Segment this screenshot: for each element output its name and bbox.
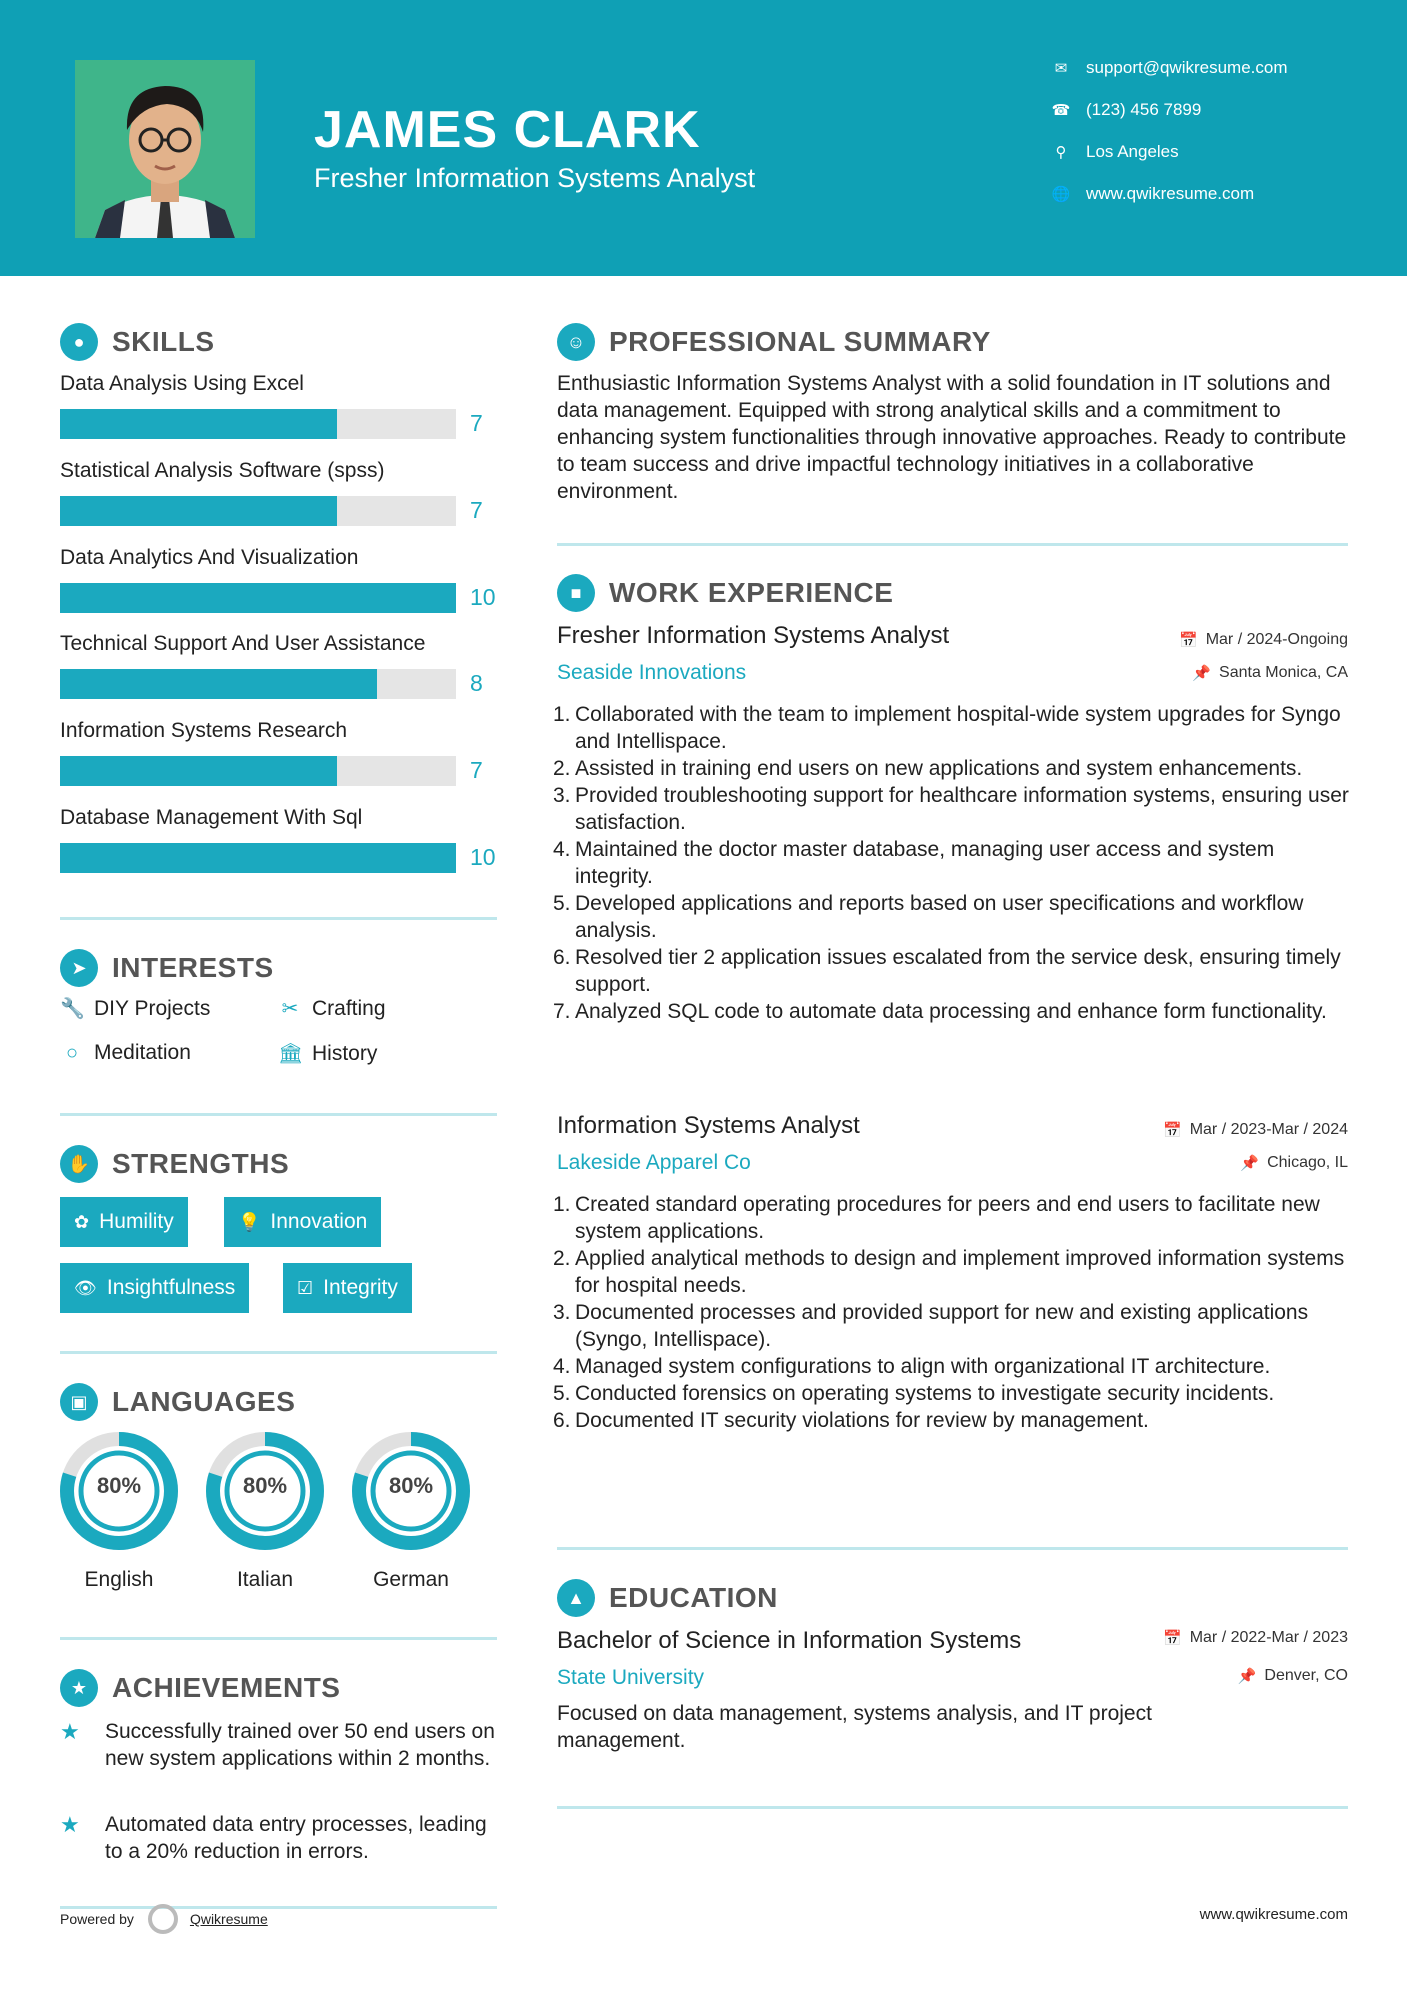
skill-bar-fill — [60, 669, 377, 699]
education-degree: Bachelor of Science in Information Systems — [557, 1627, 1022, 1654]
job-bullet: 3. Documented processes and provided support for new and existing applications (Syngo, Intellispace). — [553, 1299, 1353, 1353]
contact-phone-text: (123) 456 7899 — [1086, 100, 1202, 119]
job-dates-text: Mar / 2024-Ongoing — [1205, 631, 1348, 648]
language-name: Italian — [236, 1568, 294, 1591]
language-icon: ▣ — [60, 1383, 98, 1421]
skill-bar-fill — [60, 756, 337, 786]
qwikresume-link[interactable]: Qwikresume — [189, 1911, 268, 1927]
job-bullet-text: Applied analytical methods to design and implement improved information systems for hospital needs. — [575, 1247, 1345, 1297]
pushpin-icon: 📌 — [1240, 1155, 1260, 1172]
job-bullet-text: Resolved tier 2 application issues escalated from the service desk, ensuring timely support. — [575, 946, 1341, 996]
skill-value: 7 — [470, 757, 483, 783]
lightbulb-icon: 💡 — [238, 1211, 261, 1232]
interest-label: Meditation — [94, 1041, 191, 1064]
contact-website[interactable] — [1050, 184, 1254, 204]
job-bullet: 3. Provided troubleshooting support for healthcare information systems, ensuring user satisfaction. — [553, 782, 1353, 836]
experience-title: WORK EXPERIENCE — [609, 577, 894, 608]
job-location-text: Santa Monica, CA — [1219, 664, 1348, 681]
education-school: State University — [557, 1666, 705, 1689]
star-badge-icon: ★ — [60, 1669, 98, 1707]
skill-value: 10 — [470, 844, 496, 870]
job-company: Seaside Innovations — [557, 661, 747, 684]
interest-label: Crafting — [312, 996, 386, 1020]
strengths-heading — [60, 1145, 289, 1183]
briefcase-icon: ■ — [557, 574, 595, 612]
job-bullet-text: Documented processes and provided support for new and existing applications (Syngo, Intellispace). — [575, 1301, 1309, 1351]
section-divider — [557, 1547, 1348, 1550]
calendar-icon: 📅 — [1163, 1122, 1182, 1139]
phone-icon: ☎ — [1051, 102, 1071, 119]
skill-label: Data Analysis Using Excel — [60, 372, 304, 395]
strength-label: Insightfulness — [106, 1276, 236, 1299]
language-item — [58, 1430, 180, 1592]
job-bullet: 6. Resolved tier 2 application issues escalated from the service desk, ensuring timely support. — [553, 944, 1353, 998]
job-bullet-list — [553, 1191, 1353, 1434]
calendar-icon: 📅 — [1163, 1630, 1182, 1647]
skills-title: SKILLS — [112, 326, 215, 357]
skill-value: 10 — [470, 584, 496, 610]
education-dates — [1163, 1629, 1348, 1647]
job-dates-text: Mar / 2023-Mar / 2024 — [1189, 1121, 1348, 1138]
skill-bar — [60, 756, 456, 786]
strength-badge — [60, 1197, 188, 1247]
language-percent: 80% — [96, 1473, 142, 1498]
scissors-icon: ✂ — [281, 998, 299, 1020]
job-bullet-text: Analyzed SQL code to automate data processing and enhance form functionality. — [575, 1000, 1327, 1023]
education-location — [1238, 1667, 1348, 1685]
user-icon: ☺ — [557, 323, 595, 361]
circle-icon: ○ — [65, 1041, 79, 1064]
envelope-icon: ✉ — [1054, 60, 1068, 77]
lightbulb-icon: ● — [60, 323, 98, 361]
section-divider — [60, 1637, 497, 1640]
section-divider — [557, 543, 1348, 546]
strength-label: Integrity — [323, 1276, 398, 1299]
strength-label: Innovation — [270, 1210, 368, 1233]
skill-label: Data Analytics And Visualization — [60, 546, 359, 569]
job-bullet-text: Conducted forensics on operating systems to investigate security incidents. — [575, 1382, 1275, 1405]
skill-bar-fill — [60, 843, 456, 873]
language-name: English — [84, 1568, 154, 1591]
contact-email-text: support@qwikresume.com — [1086, 58, 1288, 77]
section-divider — [60, 1113, 497, 1116]
job-company: Lakeside Apparel Co — [557, 1151, 751, 1174]
job-bullet: 7. Analyzed SQL code to automate data processing and enhance form functionality. — [553, 1000, 1327, 1023]
contact-email[interactable] — [1050, 58, 1288, 78]
education-dates-text: Mar / 2022-Mar / 2023 — [1189, 1629, 1348, 1646]
skill-bar-fill — [60, 583, 456, 613]
skill-label: Technical Support And User Assistance — [60, 632, 426, 655]
summary-heading — [557, 323, 991, 361]
contact-website-text: www.qwikresume.com — [1086, 184, 1255, 203]
language-percent: 80% — [388, 1473, 434, 1498]
hand-icon: ✋ — [60, 1145, 98, 1183]
summary-title: PROFESSIONAL SUMMARY — [609, 326, 991, 357]
job-bullet-text: Provided troubleshooting support for healthcare information systems, ensuring user satisfaction. — [575, 784, 1349, 834]
profile-photo-image — [75, 60, 255, 238]
job-bullet: 5. Developed applications and reports based on user specifications and workflow analysis. — [553, 890, 1353, 944]
contact-location-text: Los Angeles — [1086, 142, 1179, 161]
map-pin-icon: ⚲ — [1055, 144, 1067, 161]
education-heading — [557, 1579, 778, 1617]
wrench-icon: 🔧 — [60, 998, 85, 1020]
achievement-text: Successfully trained over 50 end users on new system applications within 2 months. — [105, 1720, 495, 1770]
skill-bar-fill — [60, 409, 337, 439]
language-percent: 80% — [242, 1473, 288, 1498]
job-bullet-text: Collaborated with the team to implement hospital-wide system upgrades for Syngo and Intellispace. — [575, 703, 1341, 753]
achievement-item — [60, 1718, 500, 1772]
graduation-icon: ▲ — [557, 1579, 595, 1617]
job-title: Information Systems Analyst — [557, 1112, 860, 1139]
section-divider — [557, 1806, 1348, 1809]
job-bullet-text: Assisted in training end users on new applications and system enhancements. — [575, 757, 1303, 780]
job-bullet-text: Developed applications and reports based on user specifications and workflow analysis. — [575, 892, 1304, 942]
paper-plane-icon: ➤ — [60, 949, 98, 987]
job-bullet-text: Managed system configurations to align with organizational IT architecture. — [575, 1355, 1271, 1378]
language-item — [350, 1430, 472, 1592]
powered-by — [60, 1904, 268, 1934]
interest-label: History — [312, 1041, 378, 1065]
skill-bar — [60, 583, 456, 613]
star-icon: ★ — [60, 1719, 80, 1744]
skill-label: Database Management With Sql — [60, 806, 363, 829]
job-bullet: 6. Documented IT security violations for review by management. — [553, 1409, 1149, 1432]
job-bullet-text: Maintained the doctor master database, managing user access and system integrity. — [575, 838, 1275, 888]
job-bullet: 1. Created standard operating procedures for peers and end users to facilitate new system applications. — [553, 1191, 1353, 1245]
skill-label: Statistical Analysis Software (spss) — [60, 459, 385, 482]
job-location — [1240, 1154, 1348, 1172]
interests-title: INTERESTS — [112, 952, 274, 983]
job-location-text: Chicago, IL — [1267, 1154, 1348, 1171]
education-title: EDUCATION — [609, 1582, 778, 1613]
eye-icon: 👁 — [74, 1277, 97, 1298]
job-bullet-text: Documented IT security violations for review by management. — [575, 1409, 1149, 1432]
strength-badge — [60, 1263, 249, 1313]
skill-bar — [60, 496, 456, 526]
candidate-headline: Fresher Information Systems Analyst — [314, 163, 756, 193]
languages-title: LANGUAGES — [112, 1386, 296, 1417]
pushpin-icon: 📌 — [1237, 1668, 1257, 1685]
job-bullet: 1. Collaborated with the team to implement hospital-wide system upgrades for Syngo and Intellispace. — [553, 701, 1353, 755]
interest-item — [60, 1041, 191, 1065]
skills-heading — [60, 323, 215, 361]
achievements-title: ACHIEVEMENTS — [112, 1672, 341, 1703]
interest-item — [60, 996, 210, 1021]
strength-badge — [224, 1197, 381, 1247]
job-bullet-list — [553, 701, 1353, 1025]
job-dates — [1179, 631, 1348, 649]
education-location-text: Denver, CO — [1264, 1667, 1348, 1684]
powered-by-text: Powered by — [60, 1911, 134, 1927]
job-dates — [1163, 1121, 1348, 1139]
achievements-heading — [60, 1669, 340, 1707]
interest-item — [278, 1041, 377, 1066]
job-location — [1192, 664, 1348, 682]
job-bullet: 4. Managed system configurations to align with organizational IT architecture. — [553, 1355, 1271, 1378]
job-bullet: 5. Conducted forensics on operating systems to investigate security incidents. — [553, 1382, 1275, 1405]
skill-label: Information Systems Research — [60, 719, 348, 742]
interest-label: DIY Projects — [94, 996, 211, 1020]
job-bullet: 4. Maintained the doctor master database, managing user access and system integrity. — [553, 836, 1353, 890]
job-bullet: 2. Assisted in training end users on new applications and system enhancements. — [553, 757, 1303, 780]
resume-header — [0, 0, 1407, 276]
achievement-item — [60, 1811, 500, 1865]
experience-heading — [557, 574, 893, 612]
footer-url[interactable]: www.qwikresume.com — [1199, 1906, 1348, 1923]
strength-badge — [283, 1263, 412, 1313]
check-square-icon: ☑ — [297, 1277, 314, 1298]
languages-heading — [60, 1383, 295, 1421]
globe-icon: 🌐 — [1051, 186, 1071, 203]
candidate-name: JAMES CLARK — [314, 101, 701, 159]
interest-item — [278, 996, 386, 1021]
interests-heading — [60, 949, 274, 987]
summary-text: Enthusiastic Information Systems Analyst with a solid foundation in IT solutions and data management. Equipped with strong analytical skills and a commitment to enhancing system functionalities through innovative approaches. Ready to contribute to team success and drive impactful technology initiatives in a collaborative environment. — [557, 372, 1347, 503]
job-bullet: 2. Applied analytical methods to design and implement improved information systems for hospital needs. — [553, 1245, 1353, 1299]
job-title: Fresher Information Systems Analyst — [557, 622, 950, 649]
pushpin-icon: 📌 — [1192, 665, 1212, 682]
language-name: German — [373, 1568, 449, 1591]
skill-value: 7 — [470, 497, 483, 523]
strength-label: Humility — [99, 1210, 174, 1233]
contact-phone[interactable] — [1050, 100, 1201, 120]
section-divider — [60, 917, 497, 920]
qwikresume-logo-icon — [148, 1904, 178, 1934]
language-item — [204, 1430, 326, 1592]
skill-bar — [60, 843, 456, 873]
skill-value: 8 — [470, 670, 483, 696]
education-description: Focused on data management, systems analysis, and IT project management. — [557, 1702, 1152, 1752]
profile-photo — [75, 60, 255, 238]
star-icon: ★ — [60, 1812, 80, 1837]
institution-icon: 🏛 — [278, 1043, 304, 1065]
skill-value: 7 — [470, 410, 483, 436]
leaf-icon: ✿ — [74, 1211, 90, 1232]
skill-bar — [60, 409, 456, 439]
skill-bar — [60, 669, 456, 699]
section-divider — [60, 1351, 497, 1354]
strengths-title: STRENGTHS — [112, 1148, 290, 1179]
achievement-text: Automated data entry processes, leading to a 20% reduction in errors. — [105, 1813, 487, 1863]
contact-location — [1050, 142, 1179, 162]
calendar-icon: 📅 — [1179, 632, 1198, 649]
skill-bar-fill — [60, 496, 337, 526]
job-bullet-text: Created standard operating procedures for peers and end users to facilitate new system applications. — [575, 1193, 1320, 1243]
